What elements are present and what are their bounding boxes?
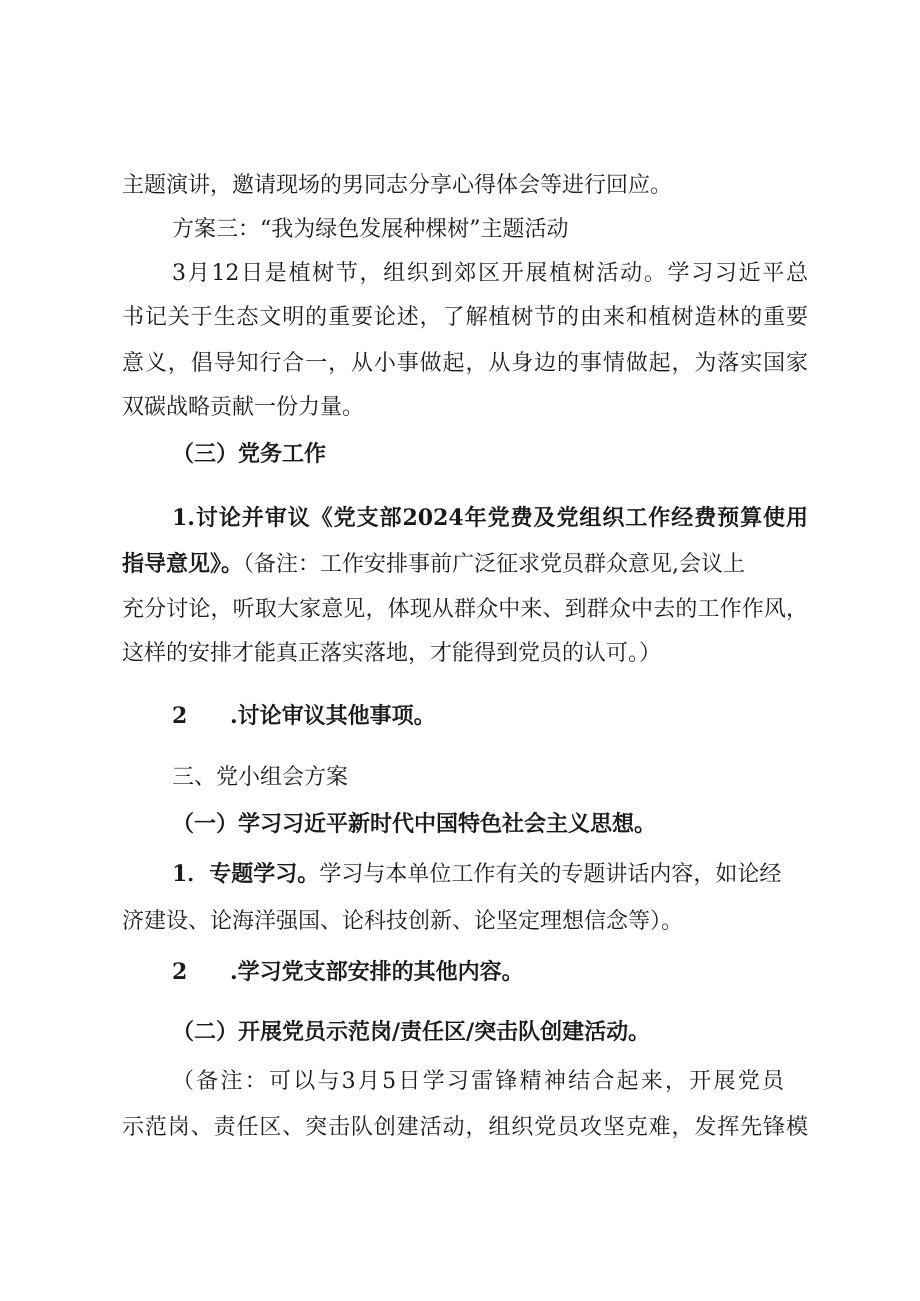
body-text-line xyxy=(172,860,808,889)
subsection-heading: （二）开展党员示范岗/责任区/突击队创建活动。 xyxy=(172,1019,651,1045)
body-text-line: 书记关于生态文明的重要论述，了解植树节的由来和植树造林的重要 xyxy=(122,305,808,330)
body-text-line: 意义，倡导知行合一，从小事做起，从身边的事情做起，为落实国家 xyxy=(122,351,808,376)
agenda-item-title-end: 指导意见》。 xyxy=(122,551,244,577)
study-item-title: .学习党支部安排的其他内容。 xyxy=(230,959,524,985)
study-item-title: 1．专题学习。 xyxy=(172,861,320,887)
body-text-line: 双碳战略贡献一份力量。 xyxy=(122,395,365,420)
study-item-text: 学习与本单位工作有关的专题讲话内容，如论经 xyxy=(319,862,782,887)
body-text-line: 主题演讲，邀请现场的男同志分享心得体会等进行回应。 xyxy=(122,173,673,198)
agenda-item-title: .讨论审议其他事项。 xyxy=(230,703,436,729)
body-text-line: 这样的安排才能真正落实落地，才能得到党员的认可。） xyxy=(122,641,662,666)
body-text-line: （备注：可以与3月5日学习雷锋精神结合起来，开展党员 xyxy=(172,1069,784,1094)
body-text-line: 3月12日是植树节，组织到郊区开展植树活动。学习习近平总 xyxy=(172,261,808,286)
agenda-item-title: 1.讨论并审议《党支部2024年党费及党组织工作经费预算使用 xyxy=(172,505,808,531)
agenda-item-title-continued xyxy=(122,550,808,579)
chapter-heading: 三、党小组会方案 xyxy=(172,765,349,790)
agenda-item-number: 2 xyxy=(172,703,188,729)
body-text-line: 示范岗、责任区、突击队创建活动，组织党员攻坚克难，发挥先锋模 xyxy=(122,1115,808,1140)
body-text-line: 济建设、论海洋强国、论科技创新、论坚定理想信念等）。 xyxy=(122,909,684,934)
subsection-heading: （一）学习习近平新时代中国特色社会主义思想。 xyxy=(172,811,657,837)
agenda-note-start: （备注：工作安排事前广泛征求党员群众意见,会议上 xyxy=(243,552,746,577)
plan-heading: 方案三：“我为绿色发展种棵树”主题活动 xyxy=(172,217,569,242)
body-text-line: 充分讨论，听取大家意见，体现从群众中来、到群众中去的工作作风， xyxy=(122,597,808,622)
study-item-number: 2 xyxy=(172,959,188,985)
section-heading: （三）党务工作 xyxy=(172,441,327,467)
